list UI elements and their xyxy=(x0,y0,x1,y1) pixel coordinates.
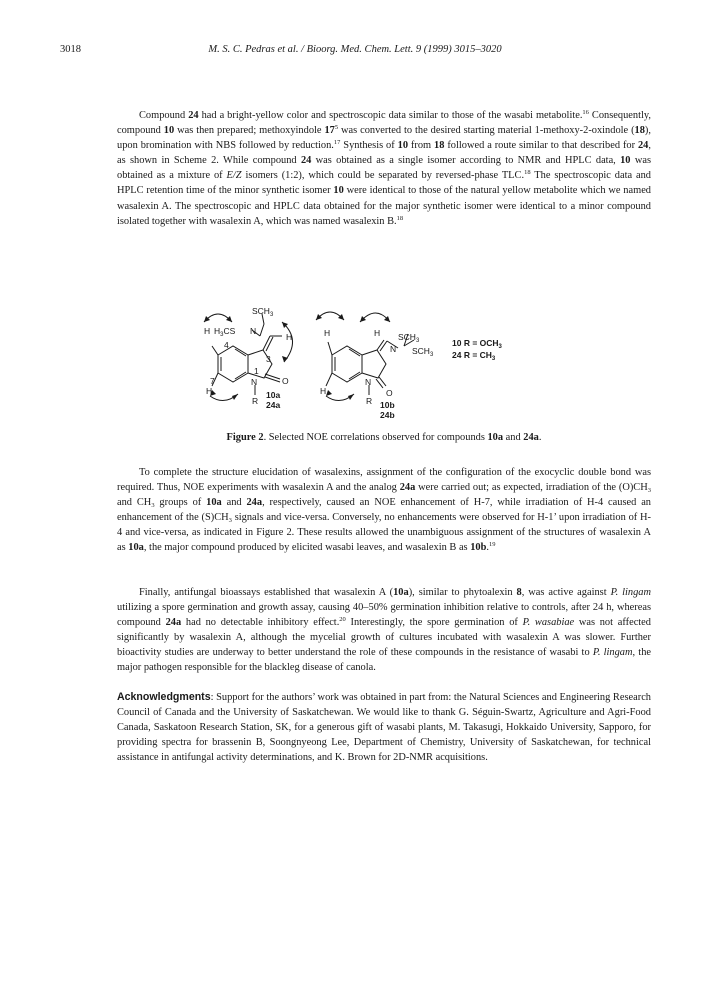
paragraph-2-text: To complete the structure elucidation of wasalexins, assignment of the configuration of the exocyclic double bond was required. Thus, NOE experiments with wasalexin A and the analog 24a were carried out; as expected, irradiation of the $(O)CH_3$ and $CH_3$ groups of 10a and 24a, respectively, caused an NOE enhancement of H-7, while irradiation of H-4 caused an enhancement of the $(S)CH_3$ signals and vice-versa. Conversely, no enhancements were observed for H-1’ upon irradiation of H-4 and vice-versa, as indicated in Figure 2. These results allowed the unambiguous assignment of the structures of wasalexin A as 10a, the major compound produced by elicited wasabi leaves, and wasalexin B as 10b.$^{19}$ xyxy=(117,467,651,554)
b-r-label: R xyxy=(366,396,373,406)
a-n1-label: N xyxy=(251,377,258,387)
structure-b-five-ring xyxy=(362,350,386,378)
b-sch3b-label: $SCH_3$ xyxy=(412,346,434,358)
figure-caption: Figure 2. Selected NOE correlations observed for compounds 10a and 24a. xyxy=(226,432,542,443)
noe-arrow-b2 xyxy=(360,313,390,322)
legend-line-1: 10 $R = OCH_3$ xyxy=(452,338,502,350)
paragraph-3 xyxy=(117,585,651,676)
b-hb-label: H xyxy=(320,386,327,396)
paragraph-2 xyxy=(117,465,651,556)
page-number: 3018 xyxy=(60,44,81,55)
a-pos4-label: 4 xyxy=(224,340,229,350)
b-o-label: O xyxy=(386,388,393,398)
a-h2-label: H xyxy=(286,332,293,342)
figure-label: Figure 2 xyxy=(226,432,264,443)
paragraph-3-text: Finally, antifungal bioassays established that wasalexin A (10a), similar to phytoalexin 8, was active against P. lingam utilizing a spore germination and growth assay, causing 40–50% germination inhibition relative to controls, after 24 h, whereas compound 24a had no detectable inhibitory effect.$^{20}$ Interestingly, the spore germination of P. wasabiae was not affected significantly by wasalexin A, although the mycelial growth of cultures incubated with wasalexin A was slower. Further bioactivity studies are underway to better understand the role of these compounds in the resistance of wasabi to P. lingam, the major pathogen responsible for the blackleg disease of canola. xyxy=(117,587,651,674)
b-h2-label: H xyxy=(374,328,381,338)
a-h3cs-label: $H_3CS$ xyxy=(214,326,236,338)
a-pos7-label: 7 xyxy=(210,376,215,386)
legend-line-2: 24 $R = CH_3$ xyxy=(452,350,496,362)
a-r-label: R xyxy=(252,396,259,406)
a-pos1-label: 1 xyxy=(254,366,259,376)
b-compound-label-2: 24b xyxy=(380,410,395,420)
b-sch3-label: $SCH_3$ xyxy=(398,332,420,344)
structure-a-benzene-ring xyxy=(218,346,248,382)
b-compound-label-1: 10b xyxy=(380,400,395,410)
page-header xyxy=(60,44,650,58)
structure-b-benzene-ring xyxy=(332,346,362,382)
noe-arrow-b1 xyxy=(316,312,344,320)
a-n-label: N xyxy=(250,326,257,336)
a-compound-label-2: 24a xyxy=(266,400,281,410)
noe-arrow-a2 xyxy=(282,322,293,362)
acknowledgments-text: Acknowledgments: Support for the authors’ work was obtained in part from: the Natural Sciences and Engineering Research Council of Canada and the University of Saskatchewan. We would like to thank G. Séguin-Swartz, Agriculture and Agri-Food Canada, Saskatoon Research Station, SK, for a generous gift of wasabi plants, M. Takasugi, Hokkaido University, Sapporo, for providing spectra for brassenin B, Soongnyeong Lee, Department of Chemistry, University of Saskatchewan, for technical assistance in antifungal activity determinations, and K. Brown for 2D-NMR acquisitions. xyxy=(117,691,651,764)
noe-arrow-a1 xyxy=(204,314,232,322)
a-hb-label: H xyxy=(206,386,213,396)
a-compound-label-1: 10a xyxy=(266,390,281,400)
a-h-label: H xyxy=(204,326,211,336)
paragraph-1-text: Compound 24 had a bright-yellow color and spectroscopic data similar to those of the wasabi metabolite.$^{16}$ Consequently, compound 10 was then prepared; methoxyindole $17^5$ was converted to the desired starting material 1-methoxy-2-oxindole (18), upon bromination with NBS followed by reduction.$^{17}$ Synthesis of 10 from 18 followed a route similar to that described for 24, as shown in Scheme 2. While compound 24 was obtained as a single isomer according to NMR and HPLC data, 10 was obtained as a mixture of E/Z isomers (1:2), which could be separated by reversed-phase TLC.$^{18}$ The spectroscopic data and HPLC retention time of the minor synthetic isomer 10 were identical to those of the natural yellow metabolite which we named wasalexin A. The spectroscopic and HPLC data obtained for the major synthetic isomer were identical to a minor compound isolated together with wasalexin A, which was named wasalexin B.$^{18}$ xyxy=(117,109,652,227)
a-o-label: O xyxy=(282,376,289,386)
a-pos3-label: 3 xyxy=(266,354,271,364)
acknowledgments xyxy=(117,690,651,765)
paragraph-1 xyxy=(117,108,651,229)
b-n-label: N xyxy=(390,344,397,354)
a-sch3-label: $SCH_3$ xyxy=(252,306,274,318)
running-head: M. S. C. Pedras et al. / Bioorg. Med. Chem. Lett. 9 (1999) 3015–3020 xyxy=(208,44,502,55)
b-n1-label: N xyxy=(365,377,372,387)
b-h1-label: H xyxy=(324,328,331,338)
acknowledgments-title: Acknowledgments xyxy=(117,691,211,703)
chemical-structures-svg xyxy=(190,300,550,430)
